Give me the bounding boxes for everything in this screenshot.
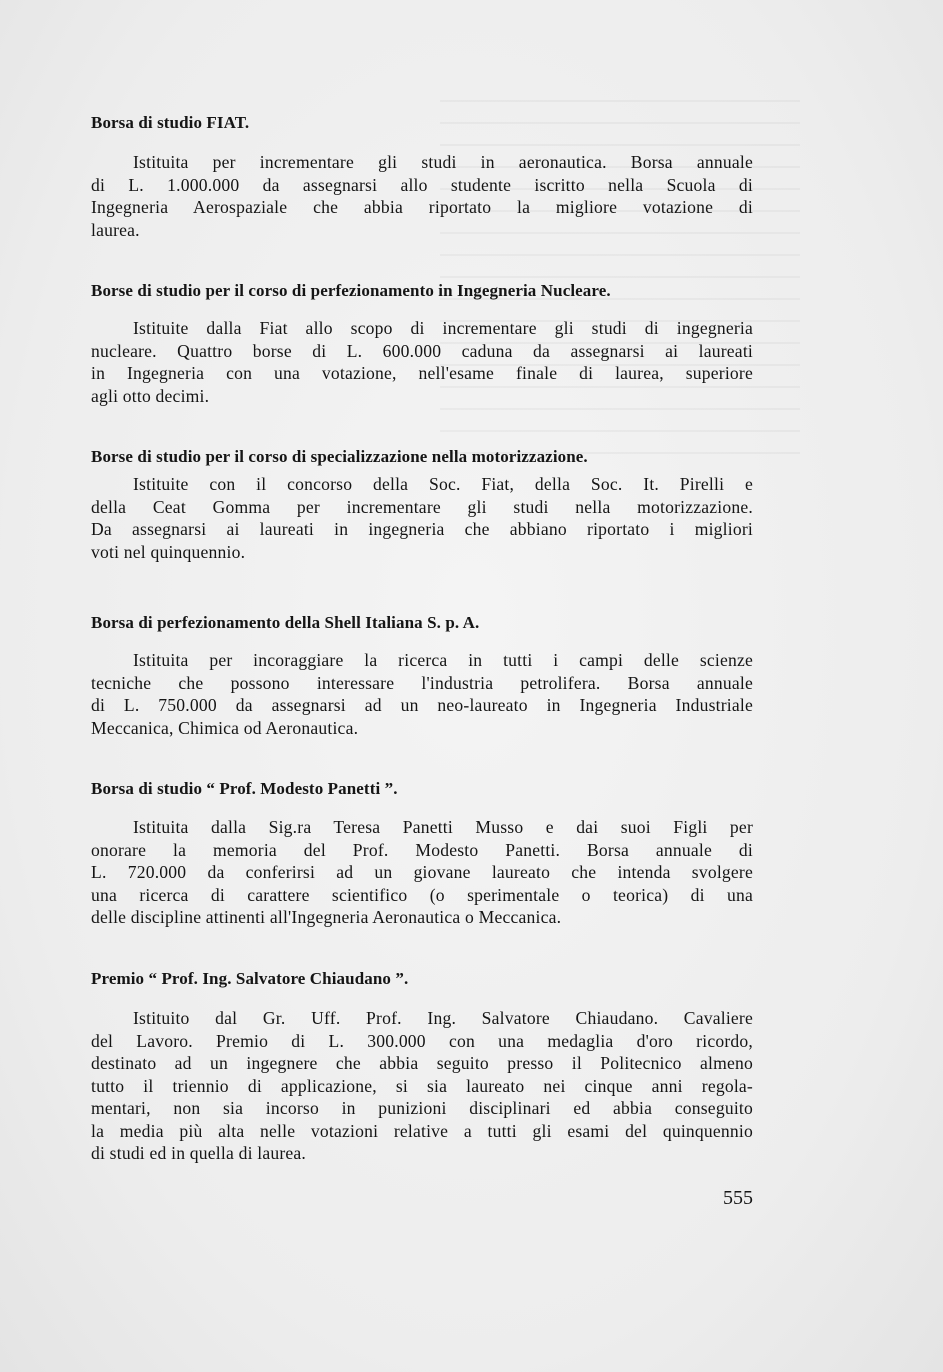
body-line: una ricerca di carattere scientifico (o sperimentale o teorica) di una bbox=[91, 884, 753, 905]
body-line: mentari, non sia incorso in punizioni disciplinari ed abbia conseguito bbox=[91, 1098, 753, 1118]
section-motorization bbox=[91, 446, 753, 563]
body-line: nucleare. Quattro borse di L. 600.000 caduna da assegnarsi ai laureati bbox=[91, 340, 753, 361]
body-line: Istituite con il concorso della Soc. Fiat, della Soc. It. Pirelli e bbox=[133, 474, 753, 494]
section-body bbox=[91, 1007, 753, 1165]
body-line: Istituita per incrementare gli studi in aeronautica. Borsa annuale bbox=[133, 152, 753, 172]
body-line: Meccanica, Chimica od Aeronautica. bbox=[91, 717, 359, 738]
body-line: laurea. bbox=[91, 219, 140, 240]
section-fiat-scholarship bbox=[91, 112, 753, 241]
body-line: agli otto decimi. bbox=[91, 385, 210, 406]
body-line: in Ingegneria con una votazione, nell'esame finale di laurea, superiore bbox=[91, 363, 753, 383]
body-line: tecniche che possono interessare l'industria petrolifera. Borsa annuale bbox=[91, 672, 753, 693]
body-line: L. 720.000 da conferirsi ad un giovane laureato che intenda svolgere bbox=[91, 862, 753, 882]
section-nuclear-engineering bbox=[91, 280, 753, 407]
body-line: voti nel quinquennio. bbox=[91, 541, 246, 562]
section-body bbox=[91, 649, 753, 739]
body-line: destinato ad un ingegnere che abbia seguito presso il Politecnico almeno bbox=[91, 1053, 753, 1073]
body-line: di studi ed in quella di laurea. bbox=[91, 1143, 307, 1163]
body-line: di L. 750.000 da assegnarsi ad un neo-laureato in Ingegneria Industriale bbox=[91, 695, 753, 715]
body-line: Ingegneria Aerospaziale che abbia riportato la migliore votazione di bbox=[91, 197, 753, 217]
section-heading: Borse di studio per il corso di perfezionamento in Ingegneria Nucleare. bbox=[91, 281, 611, 300]
body-line: delle discipline attinenti all'Ingegneria Aeronautica o Meccanica. bbox=[91, 907, 562, 927]
section-body bbox=[91, 473, 753, 563]
body-line: onorare la memoria del Prof. Modesto Panetti. Borsa annuale di bbox=[91, 839, 753, 860]
body-line: di L. 1.000.000 da assegnarsi allo studente iscritto nella Scuola di bbox=[91, 174, 753, 195]
body-line: del Lavoro. Premio di L. 300.000 con una medaglia d'oro ricordo, bbox=[91, 1030, 753, 1051]
body-line: Istituita per incoraggiare la ricerca in tutti i campi delle scienze bbox=[133, 650, 753, 670]
body-line: Istituita dalla Sig.ra Teresa Panetti Musso e dai suoi Figli per bbox=[133, 817, 753, 837]
body-line: della Ceat Gomma per incrementare gli studi nella motorizzazione. bbox=[91, 496, 753, 517]
section-body bbox=[91, 816, 753, 929]
body-line: la media più alta nelle votazioni relative a tutti gli esami del quinquennio bbox=[91, 1120, 753, 1141]
page-number: 555 bbox=[723, 1187, 753, 1209]
section-shell bbox=[91, 612, 753, 739]
section-body bbox=[91, 317, 753, 407]
body-line: Da assegnarsi ai laureati in ingegneria che abbiano riportato i migliori bbox=[91, 519, 753, 539]
section-heading: Premio “ Prof. Ing. Salvatore Chiaudano ”. bbox=[91, 969, 409, 988]
body-line: Istituite dalla Fiat allo scopo di incrementare gli studi di ingegneria bbox=[133, 318, 753, 338]
section-body bbox=[91, 151, 753, 241]
section-heading: Borsa di studio FIAT. bbox=[91, 113, 250, 132]
section-heading: Borsa di perfezionamento della Shell Italiana S. p. A. bbox=[91, 613, 480, 632]
section-panetti bbox=[91, 778, 753, 929]
body-line: tutto il triennio di applicazione, si sia laureato nei cinque anni regola- bbox=[91, 1075, 753, 1096]
body-line: Istituito dal Gr. Uff. Prof. Ing. Salvatore Chiaudano. Cavaliere bbox=[133, 1008, 753, 1028]
section-chiaudano-prize bbox=[91, 968, 753, 1165]
section-heading: Borse di studio per il corso di specializzazione nella motorizzazione. bbox=[91, 447, 588, 466]
section-heading: Borsa di studio “ Prof. Modesto Panetti ”. bbox=[91, 779, 398, 798]
